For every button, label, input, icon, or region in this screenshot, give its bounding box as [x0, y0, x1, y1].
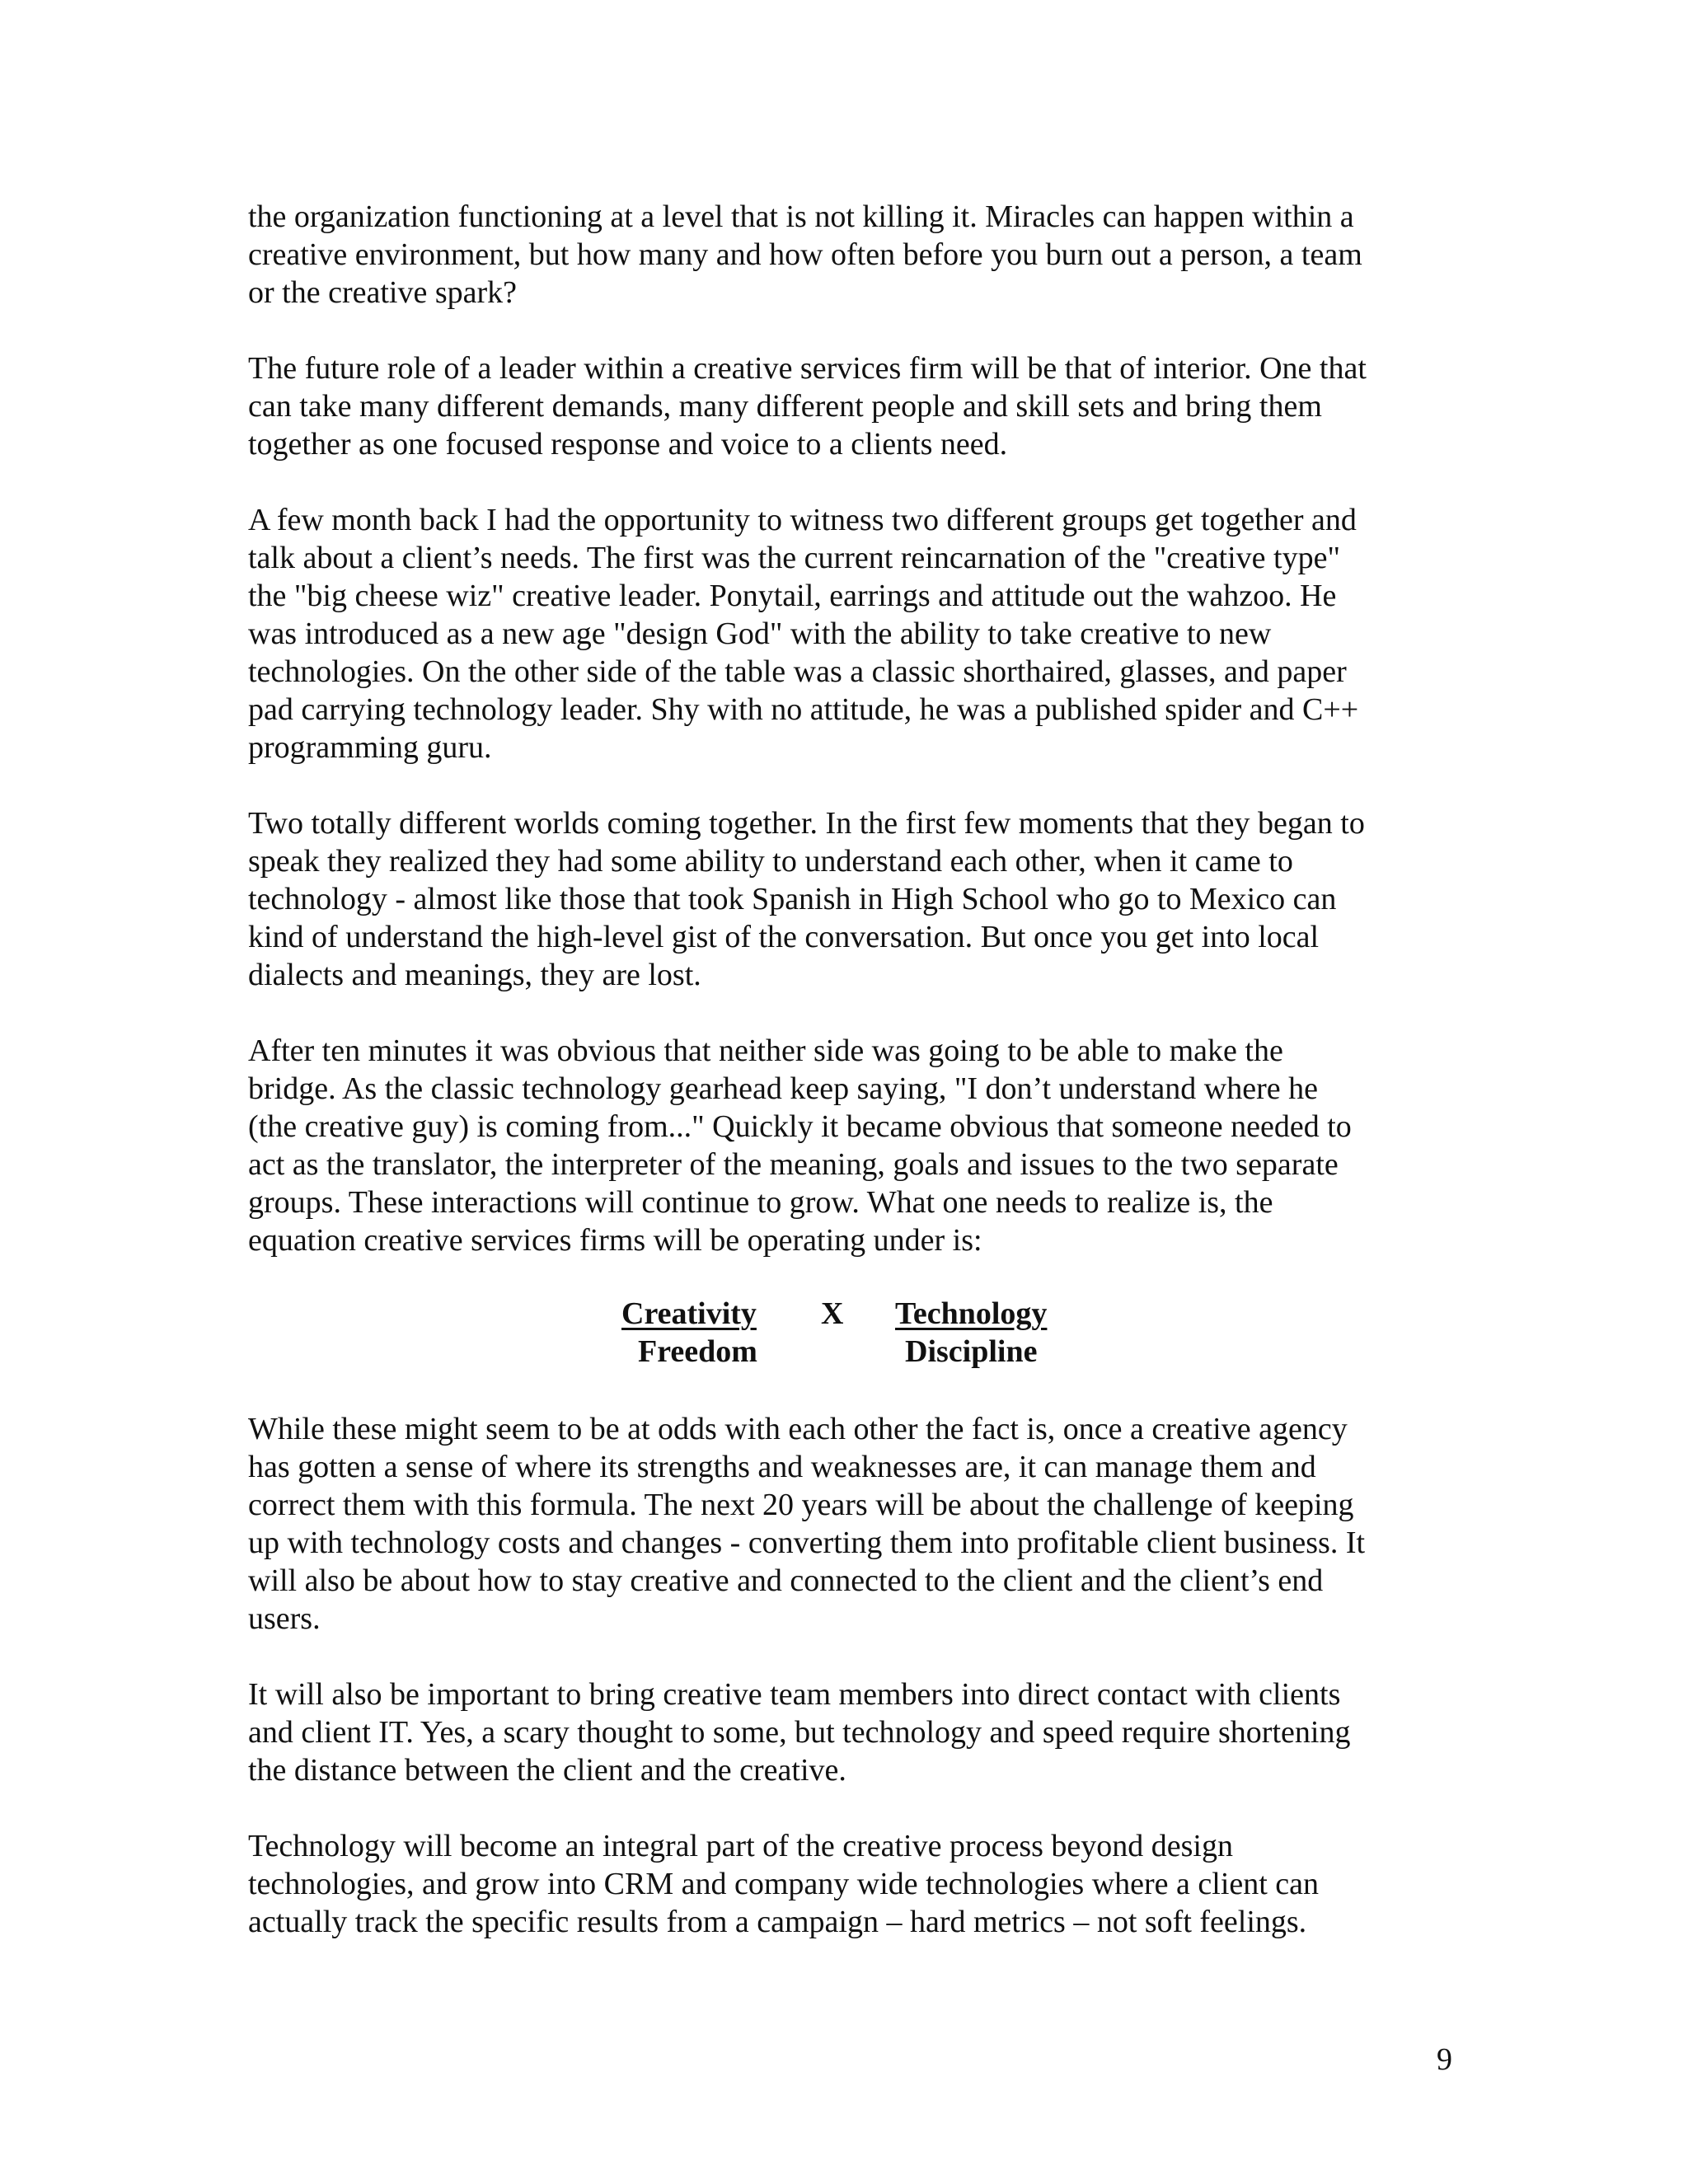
- paragraph-line: can take many different demands, many different people and skill sets and bring them: [248, 389, 1322, 424]
- paragraph-4: [248, 804, 1451, 994]
- paragraph-line: After ten minutes it was obvious that neither side was going to be able to make the: [248, 1033, 1283, 1068]
- paragraph-8: [248, 1827, 1451, 1941]
- paragraph-line: correct them with this formula. The next 20 years will be about the challenge of keeping: [248, 1488, 1354, 1522]
- paragraph-line: has gotten a sense of where its strengths and weaknesses are, it can manage them and: [248, 1450, 1316, 1484]
- paragraph-line: users.: [248, 1601, 321, 1636]
- equation-freedom: Freedom: [638, 1334, 757, 1369]
- paragraph-7: [248, 1675, 1451, 1789]
- paragraph-line: and client IT. Yes, a scary thought to some, but technology and speed require shortening: [248, 1715, 1351, 1750]
- equation-discipline: Discipline: [905, 1334, 1038, 1369]
- paragraph-6: [248, 1410, 1451, 1638]
- paragraph-line: act as the translator, the interpreter of the meaning, goals and issues to the two separate: [248, 1147, 1339, 1182]
- equation: [0, 1295, 1688, 1377]
- paragraph-line: (the creative guy) is coming from..." Quickly it became obvious that someone needed to: [248, 1109, 1352, 1144]
- paragraph-line: the distance between the client and the creative.: [248, 1753, 846, 1788]
- paragraph-line: the organization functioning at a level that is not killing it. Miracles can happen within a: [248, 199, 1354, 234]
- paragraph-line: technology - almost like those that took Spanish in High School who go to Mexico can: [248, 882, 1337, 916]
- paragraph-line: the "big cheese wiz" creative leader. Ponytail, earrings and attitude out the wahzoo. He: [248, 579, 1337, 613]
- equation-technology: Technology: [895, 1296, 1048, 1331]
- paragraph-line: technologies, and grow into CRM and company wide technologies where a client can: [248, 1867, 1320, 1901]
- paragraph-line: creative environment, but how many and how often before you burn out a person, a team: [248, 237, 1362, 272]
- paragraph-line: The future role of a leader within a creative services firm will be that of interior. One that: [248, 351, 1367, 386]
- paragraph-line: together as one focused response and voice to a clients need.: [248, 427, 1008, 462]
- paragraph-line: pad carrying technology leader. Shy with no attitude, he was a published spider and C++: [248, 692, 1359, 727]
- paragraph-line: groups. These interactions will continue to grow. What one needs to realize is, the: [248, 1185, 1273, 1220]
- paragraph-line: A few month back I had the opportunity to witness two different groups get together and: [248, 503, 1357, 537]
- paragraph-line: It will also be important to bring creative team members into direct contact with clients: [248, 1677, 1341, 1712]
- paragraph-3: [248, 501, 1451, 766]
- paragraph-line: up with technology costs and changes - converting them into profitable client business. It: [248, 1526, 1366, 1560]
- paragraph-line: Technology will become an integral part of the creative process beyond design: [248, 1829, 1233, 1863]
- equation-operator: X: [821, 1296, 844, 1331]
- page-number: 9: [1437, 2042, 1452, 2077]
- paragraph-line: was introduced as a new age "design God" with the ability to take creative to new: [248, 616, 1272, 651]
- paragraph-line: While these might seem to be at odds with each other the fact is, once a creative agency: [248, 1412, 1348, 1446]
- equation-creativity: Creativity: [621, 1296, 757, 1331]
- paragraph-5: [248, 1032, 1451, 1259]
- paragraph-line: programming guru.: [248, 730, 492, 765]
- paragraph-line: equation creative services firms will be operating under is:: [248, 1223, 982, 1258]
- paragraph-line: actually track the specific results from a campaign – hard metrics – not soft feelings.: [248, 1905, 1307, 1939]
- paragraph-line: speak they realized they had some ability to understand each other, when it came to: [248, 844, 1293, 879]
- paragraph-line: Two totally different worlds coming together. In the first few moments that they began to: [248, 806, 1365, 841]
- paragraph-line: kind of understand the high-level gist of the conversation. But once you get into local: [248, 920, 1320, 954]
- paragraph-line: technologies. On the other side of the table was a classic shorthaired, glasses, and paper: [248, 654, 1347, 689]
- paragraph-line: will also be about how to stay creative and connected to the client and the client’s end: [248, 1563, 1324, 1598]
- paragraph-line: talk about a client’s needs. The first was the current reincarnation of the "creative type": [248, 541, 1340, 575]
- paragraph-line: bridge. As the classic technology gearhead keep saying, "I don’t understand where he: [248, 1071, 1318, 1106]
- paragraph-line: dialects and meanings, they are lost.: [248, 958, 701, 992]
- paragraph-1: [248, 198, 1451, 312]
- paragraph-line: or the creative spark?: [248, 275, 517, 310]
- paragraph-2: [248, 349, 1451, 463]
